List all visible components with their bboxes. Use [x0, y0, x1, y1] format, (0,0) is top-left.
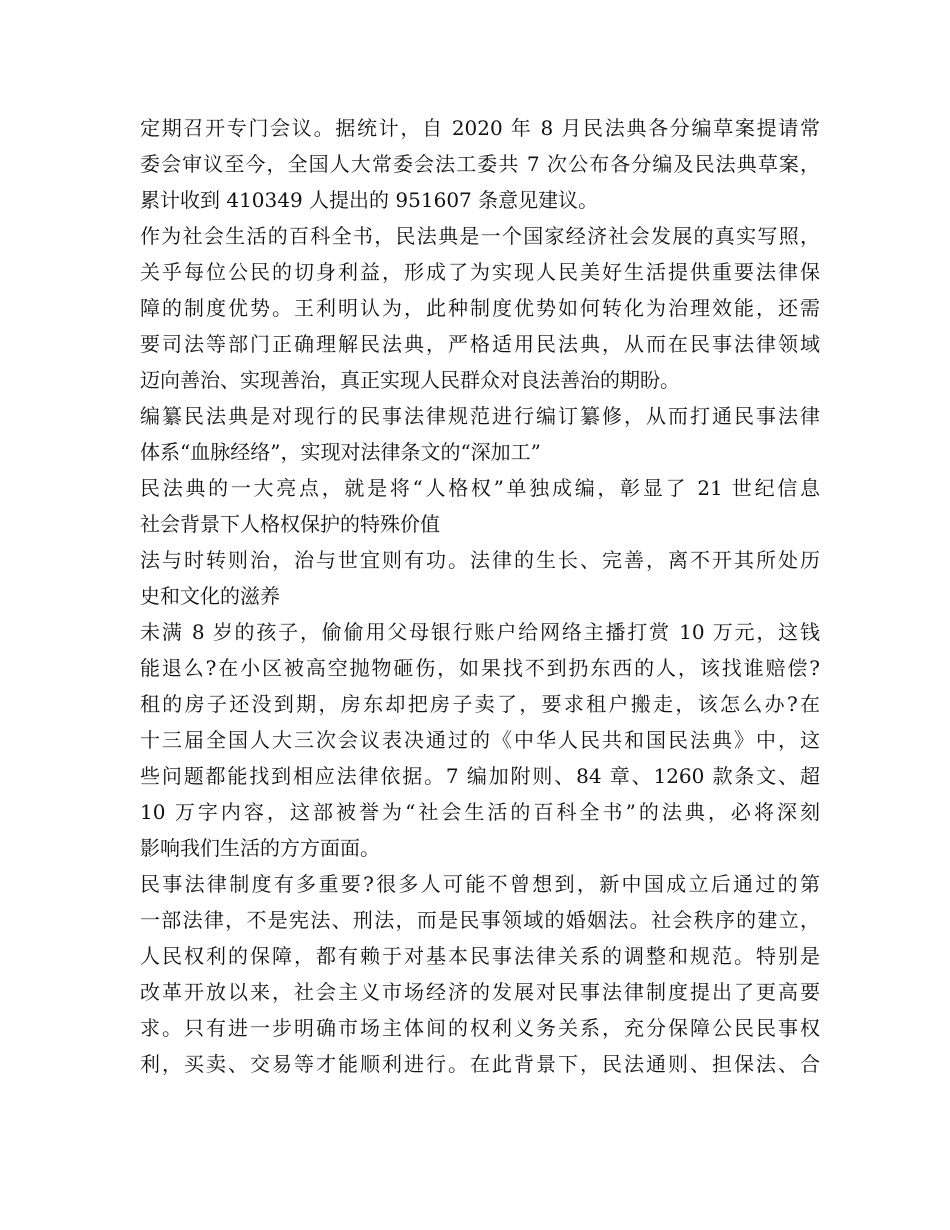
text-line: 关乎每位公民的切身利益，形成了为实现人民美好生活提供重要法律保 — [140, 260, 820, 284]
text-line: 民事法律制度有多重要?很多人可能不曾想到，新中国成立后通过的第 — [140, 872, 820, 896]
document-body — [140, 110, 820, 1082]
text-line: 社会背景下人格权保护的特殊价值 — [140, 512, 440, 536]
text-line: 利，买卖、交易等才能顺利进行。在此背景下，民法通则、担保法、合 — [140, 1052, 820, 1076]
text-line: 史和文化的滋养 — [140, 584, 280, 608]
text-line: 十三届全国人大三次会议表决通过的《中华人民共和国民法典》中，这 — [140, 728, 820, 752]
text-line: 租的房子还没到期，房东却把房子卖了，要求租户搬走，该怎么办?在 — [140, 692, 820, 716]
text-line: 求。只有进一步明确市场主体间的权利义务关系，充分保障公民民事权 — [140, 1016, 820, 1040]
text-line: 10 万字内容，这部被誉为“社会生活的百科全书”的法典，必将深刻 — [140, 800, 820, 824]
text-line: 委会审议至今，全国人大常委会法工委共 7 次公布各分编及民法典草案， — [140, 152, 820, 176]
text-line: 体系“血脉经络”，实现对法律条文的“深加工” — [140, 440, 541, 464]
text-line: 人民权利的保障，都有赖于对基本民事法律关系的调整和规范。特别是 — [140, 944, 820, 968]
text-line: 改革开放以来，社会主义市场经济的发展对民事法律制度提出了更高要 — [140, 980, 820, 1004]
text-line: 民法典的一大亮点，就是将“人格权”单独成编，彰显了 21 世纪信息 — [140, 476, 820, 500]
text-line: 迈向善治、实现善治，真正实现人民群众对良法善治的期盼。 — [140, 368, 680, 392]
text-line: 些问题都能找到相应法律依据。7 编加附则、84 章、1260 款条文、超 — [140, 764, 820, 788]
text-line: 能退么?在小区被高空抛物砸伤，如果找不到扔东西的人，该找谁赔偿? — [140, 656, 820, 680]
text-line: 影响我们生活的方方面面。 — [140, 836, 380, 860]
text-line: 累计收到 410349 人提出的 951607 条意见建议。 — [140, 188, 599, 212]
text-line: 法与时转则治，治与世宜则有功。法律的生长、完善，离不开其所处历 — [140, 548, 820, 572]
text-line: 要司法等部门正确理解民法典，严格适用民法典，从而在民事法律领域 — [140, 332, 820, 356]
text-line: 编纂民法典是对现行的民事法律规范进行编订纂修，从而打通民事法律 — [140, 404, 820, 428]
text-line: 一部法律，不是宪法、刑法，而是民事领域的婚姻法。社会秩序的建立， — [140, 908, 820, 932]
text-line: 定期召开专门会议。据统计，自 2020 年 8 月民法典各分编草案提请常 — [140, 116, 820, 140]
text-line: 作为社会生活的百科全书，民法典是一个国家经济社会发展的真实写照， — [140, 224, 820, 248]
text-line: 障的制度优势。王利明认为，此种制度优势如何转化为治理效能，还需 — [140, 296, 820, 320]
text-line: 未满 8 岁的孩子，偷偷用父母银行账户给网络主播打赏 10 万元，这钱 — [140, 620, 820, 644]
